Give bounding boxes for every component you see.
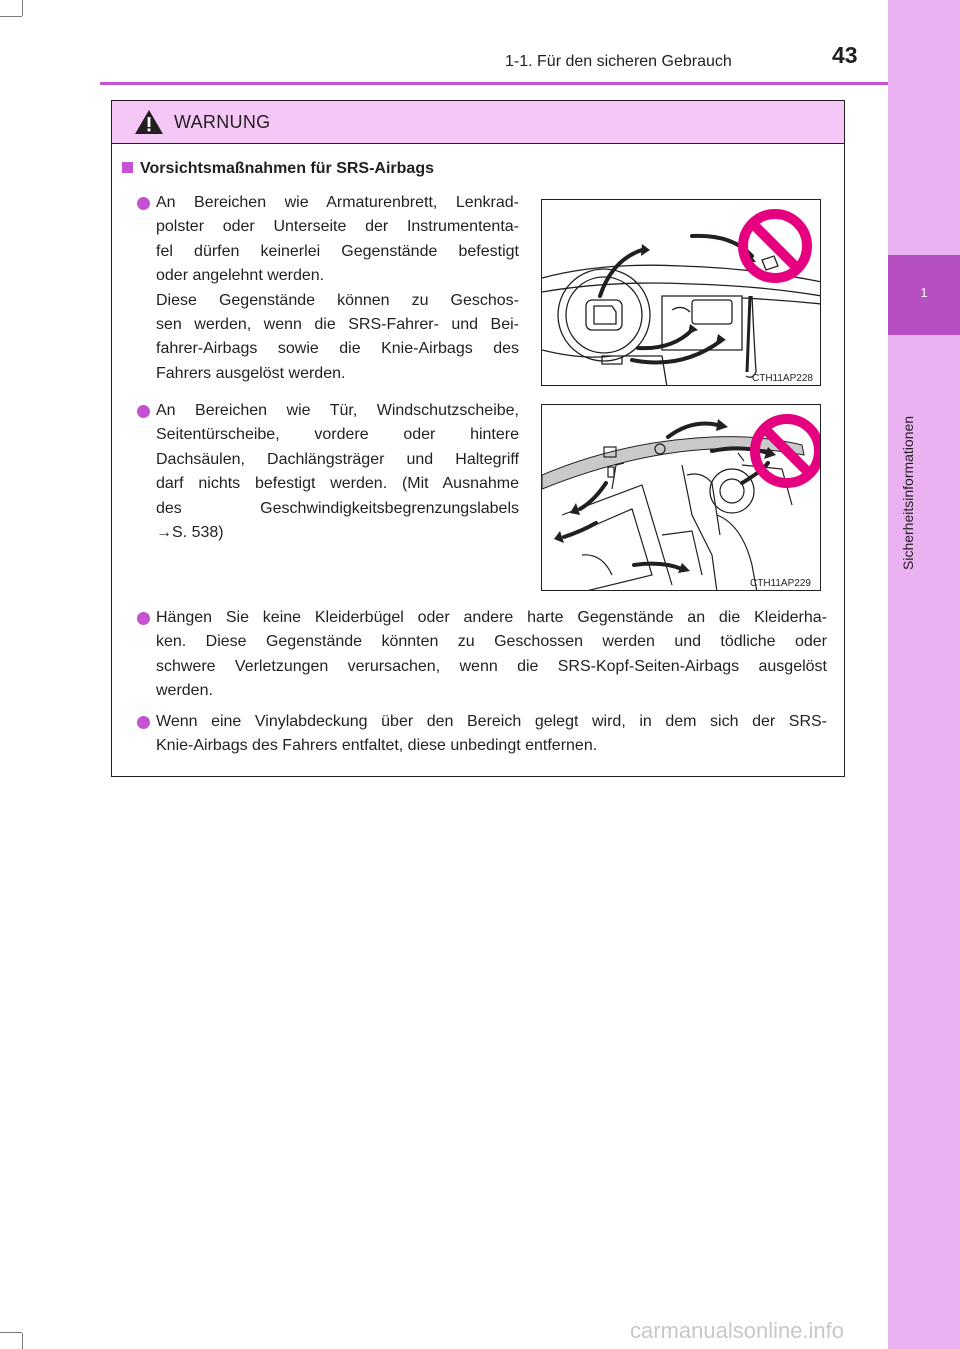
text-line: polster oder Unterseite der Instrumententa- [156, 218, 519, 236]
text-line: sen werden, wenn die SRS-Fahrer- und Bei- [156, 316, 519, 334]
text-line: Hängen Sie keine Kleiderbügel oder andere harte Gegenstände an die Kleiderha- [156, 609, 827, 626]
text-line: des Geschwindigkeitsbegrenzungslabels [156, 499, 519, 517]
bullet-door-text [156, 399, 519, 545]
dashboard-illustration [541, 199, 821, 386]
warning-title: WARNUNG [174, 112, 271, 132]
bullet-icon [137, 612, 150, 625]
text-line: oder angelehnt werden. [156, 267, 325, 285]
text-line: →S. 538) [156, 524, 224, 542]
warning-triangle-icon [134, 109, 164, 135]
watermark: carmanualsonline.info [630, 1318, 845, 1343]
interior-illustration [541, 404, 821, 591]
figure-code: CTH11AP229 [750, 578, 811, 589]
dashboard-drawing [542, 200, 821, 386]
text-line: Fahrers ausgelöst werden. [156, 364, 346, 382]
text-line: An Bereichen wie Armaturenbrett, Lenkrad- [156, 194, 519, 211]
bullet-vinyl-cover-text [156, 710, 827, 759]
bullet-icon [137, 405, 150, 418]
bullet-icon [137, 716, 150, 729]
warning-header [112, 101, 844, 144]
figure-code: CTH11AP228 [752, 373, 813, 384]
text-line: Knie-Airbags des Fahrers entfaltet, diese unbedingt entfernen. [156, 737, 598, 755]
section-header-title: 1-1. Für den sicheren Gebrauch [505, 53, 732, 70]
chapter-number: 1 [920, 285, 928, 300]
text-line: darf nichts befestigt werden. (Mit Ausnahme [156, 475, 519, 493]
chapter-side-tab [888, 0, 960, 1349]
crop-mark [22, 0, 23, 16]
bullet-dashboard-text [156, 191, 519, 386]
header-rule [100, 82, 888, 85]
text-line: schwere Verletzungen verursachen, wenn die SRS-Kopf-Seiten-Airbags ausgelöst [156, 657, 827, 675]
text-line: An Bereichen wie Tür, Windschutzscheibe, [156, 402, 519, 419]
bullet-coat-hook-text [156, 606, 827, 704]
page-number: 43 [832, 42, 858, 68]
text-line: Wenn eine Vinylabdeckung über den Bereich gelegt wird, in dem sich der SRS- [156, 713, 827, 730]
text-line: fahrer-Airbags sowie die Knie-Airbags des [156, 340, 519, 358]
bullet-icon [137, 197, 150, 210]
interior-drawing [542, 405, 821, 591]
airbag-precautions-heading [122, 160, 434, 178]
crop-mark [0, 1332, 22, 1333]
chapter-label: Sicherheitsinformationen [900, 415, 916, 570]
prohibition-icon [743, 214, 807, 278]
text-line: fel dürfen keinerlei Gegenstände befestigt [156, 242, 519, 260]
text-line: Dachsäulen, Dachlängsträger und Haltegriff [156, 450, 519, 468]
text-line: ken. Diese Gegenstände könnten zu Geschossen werden und tödliche oder [156, 633, 827, 651]
crop-mark [0, 16, 22, 17]
text-line: werden. [156, 682, 213, 700]
section-square-icon [122, 162, 133, 173]
crop-mark [22, 1333, 23, 1349]
chapter-label-wrap [898, 350, 922, 570]
text-line: Diese Gegenstände können zu Geschos- [156, 291, 519, 309]
text-line: Seitentürscheibe, vordere oder hintere [156, 426, 519, 444]
airbag-precautions-title: Vorsichtsmaßnahmen für SRS-Airbags [140, 160, 434, 177]
